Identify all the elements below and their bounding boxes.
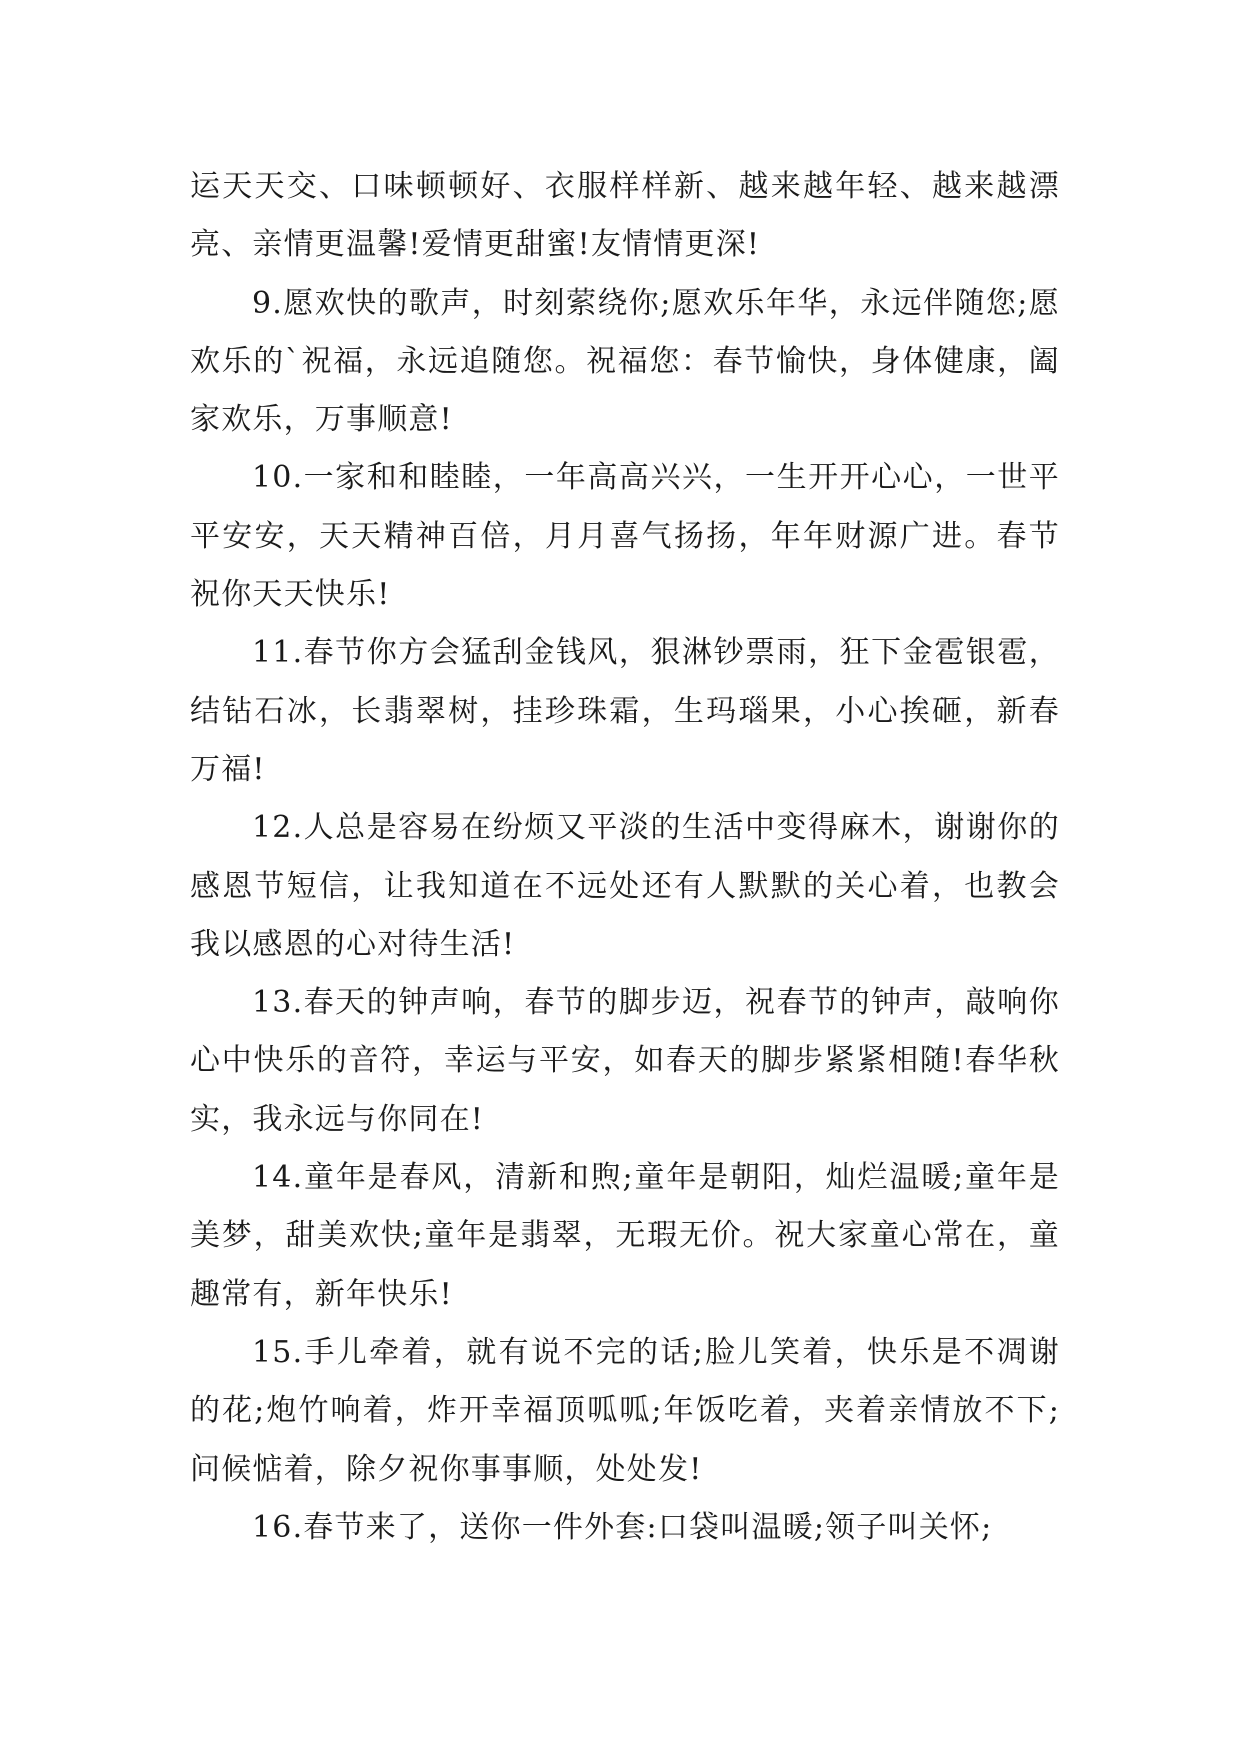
paragraph-11: 11.春节你方会猛刮金钱风，狠淋钞票雨，狂下金雹银雹，结钻石冰，长翡翠树，挂珍珠霜，生玛瑙果，小心挨砸，新春万福! (190, 635, 1060, 787)
paragraph-9: 9.愿欢快的歌声，时刻萦绕你;愿欢乐年华，永远伴随您;愿欢乐的`祝福，永远追随您。祝福您：春节愉快，身体健康，阖家欢乐，万事顺意! (190, 285, 1060, 438)
document-body (190, 158, 1060, 1557)
paragraph-12: 12.人总是容易在纷烦又平淡的生活中变得麻木，谢谢你的感恩节短信，让我知道在不远处还有人默默的关心着，也教会我以感恩的心对待生活! (190, 810, 1060, 962)
paragraph-10: 10.一家和和睦睦，一年高高兴兴，一生开开心心，一世平平安安，天天精神百倍，月月喜气扬扬，年年财源广进。春节祝你天天快乐! (190, 460, 1060, 613)
paragraph-15: 15.手儿牵着，就有说不完的话;脸儿笑着，快乐是不凋谢的花;炮竹响着，炸开幸福顶呱呱;年饭吃着，夹着亲情放不下;问候惦着，除夕祝你事事顺，处处发! (190, 1334, 1060, 1487)
paragraph-14: 14.童年是春风，清新和煦;童年是朝阳，灿烂温暖;童年是美梦，甜美欢快;童年是翡翠，无瑕无价。祝大家童心常在，童趣常有，新年快乐! (190, 1160, 1060, 1312)
paragraph-13: 13.春天的钟声响，春节的脚步迈，祝春节的钟声，敲响你心中快乐的音符，幸运与平安，如春天的脚步紧紧相随!春华秋实，我永远与你同在! (190, 985, 1060, 1137)
paragraph-continued: 运天天交、口味顿顿好、衣服样样新、越来越年轻、越来越漂亮、亲情更温馨!爱情更甜蜜!友情情更深! (190, 169, 1060, 263)
paragraph-16: 16.春节来了，送你一件外套:口袋叫温暖;领子叫关怀; (252, 1509, 993, 1545)
